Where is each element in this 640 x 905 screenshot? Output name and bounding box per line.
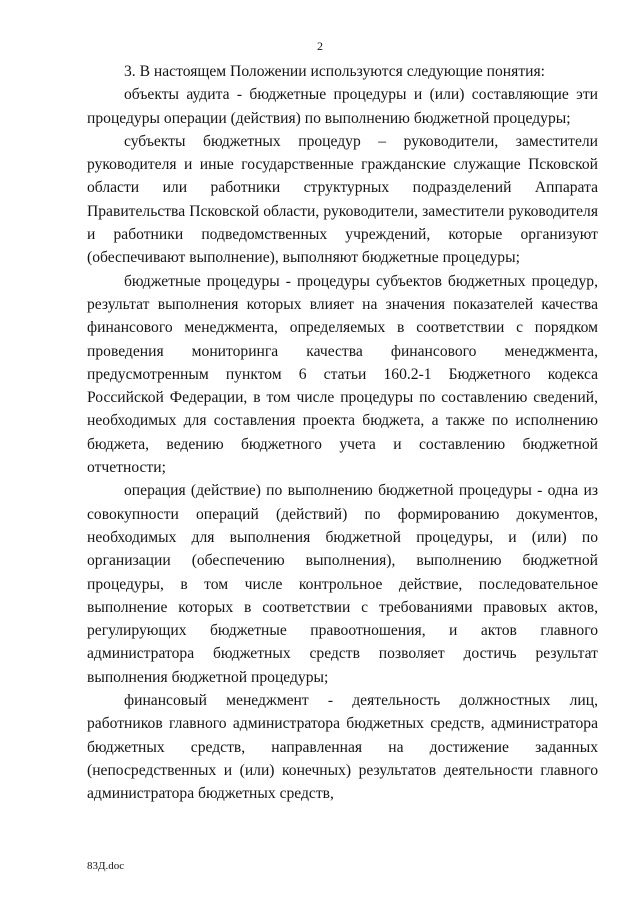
paragraph-audit-objects: объекты аудита - бюджетные процедуры и (или) составляющие эти процедуры операции (действия) по выполнению бюджетной процедуры; (87, 86, 598, 127)
paragraph-financial-management: финансовый менеджмент - деятельность должностных лиц, работников главного администратора бюджетных средств, администратора бюджетных средств, направленная на достижение заданных (непосредственных и (или) конечных) результатов деятельности главного администратора бюджетных средств, (87, 692, 598, 803)
paragraph-operation-definition: операция (действие) по выполнению бюджетной процедуры - одна из совокупности операций (действий) по формированию документов, необходимых для выполнения бюджетной процедуры, и (или) по организации (обеспечению выполнения), выполнению бюджетной процедуры, в том числе контрольное действие, последовательное выполнение которых в соответствии с требованиями правовых актов, регулирующих бюджетные правоотношения, и актов главного администратора бюджетных средств позволяет достичь результат выполнения бюджетной процедуры; (87, 482, 598, 686)
page-number: 2 (317, 39, 323, 53)
footer-filename: 83Д.doc (87, 860, 125, 872)
paragraph-procedure-subjects: субъекты бюджетных процедур – руководители, заместители руководителя и иные государственные гражданские служащие Псковской области или работники структурных подразделений Аппарата Правительства Псковской области, руководители, заместители руководителя и работники подведомственных учреждений, которые организуют (обеспечивают выполнение), выполняют бюджетные процедуры; (87, 132, 598, 267)
paragraph-intro: 3. В настоящем Положении используются следующие понятия: (124, 63, 545, 80)
document-body (87, 60, 598, 806)
paragraph-budget-procedures: бюджетные процедуры - процедуры субъектов бюджетных процедур, результат выполнения которых влияет на значения показателей качества финансового менеджмента, определяемых в соответствии с порядком проведения мониторинга качества финансового менеджмента, предусмотренным пунктом 6 статьи 160.2-1 Бюджетного кодекса Российской Федерации, в том числе процедуры по составлению сведений, необходимых для составления проекта бюджета, а также по исполнению бюджета, ведению бюджетного учета и составлению бюджетной отчетности; (87, 272, 598, 477)
